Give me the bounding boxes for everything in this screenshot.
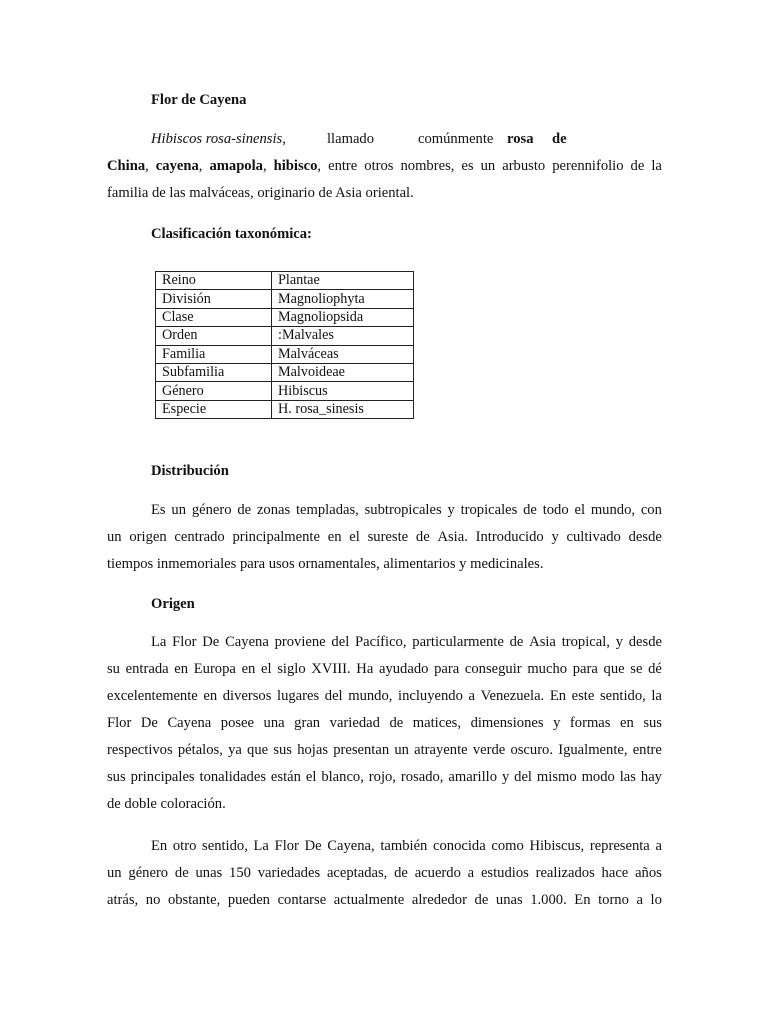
taxonomy-value: :Malvales <box>272 327 414 345</box>
intro-word <box>274 158 321 175</box>
text-line: respectivos pétalos, ya que sus hojas presentan un atrayente verde oscuro. Igualmente, entre <box>107 742 662 758</box>
taxonomy-value: Magnoliopsida <box>272 308 414 326</box>
taxonomy-value: H. rosa_sinesis <box>272 400 414 418</box>
intro-text: , <box>198 158 203 174</box>
distribution-heading: Distribución <box>151 463 229 479</box>
intro-word <box>156 158 203 175</box>
taxonomy-row <box>156 308 414 326</box>
intro-word <box>461 158 473 175</box>
taxonomy-row <box>156 345 414 363</box>
taxonomy-row <box>156 272 414 290</box>
text-line: atrás, no obstante, pueden contarse actualmente alrededor de unas 1.000. En torno a lo <box>107 892 662 908</box>
taxonomy-row <box>156 290 414 308</box>
intro-text: , <box>145 158 149 174</box>
text-line: su entrada en Europa en el siglo XVIII. Ha ayudado para conseguir mucho para que se dé <box>107 661 662 677</box>
taxonomy-rank: Especie <box>156 400 272 418</box>
origin-heading: Origen <box>151 596 195 612</box>
intro-text: es <box>461 158 474 174</box>
intro-line-2 <box>107 158 662 175</box>
intro-text: , <box>262 158 267 174</box>
taxonomy-value: Magnoliophyta <box>272 290 414 308</box>
taxonomy-table <box>155 271 414 419</box>
intro-word <box>209 158 266 175</box>
word-commonly: comúnmente <box>418 131 494 147</box>
taxonomy-value: Malvoideae <box>272 363 414 381</box>
text-line: de doble coloración. <box>107 796 226 812</box>
intro-text: un <box>480 158 496 174</box>
word-rosa: rosa <box>507 131 534 147</box>
taxonomy-rank: Subfamilia <box>156 363 272 381</box>
intro-text: entre <box>328 158 358 174</box>
intro-line-3: familia de las malváceas, originario de Asia oriental. <box>107 185 414 201</box>
text-line: un género de unas 150 variedades aceptadas, de acuerdo a estudios realizados hace años <box>107 865 662 881</box>
taxonomy-rank: División <box>156 290 272 308</box>
intro-text: , <box>317 158 322 174</box>
taxonomy-value: Malváceas <box>272 345 414 363</box>
text-line: tiempos inmemoriales para usos ornamentales, alimentarios y medicinales. <box>107 556 544 572</box>
intro-text: de <box>630 158 645 174</box>
intro-word <box>651 158 662 175</box>
taxonomy-row <box>156 400 414 418</box>
intro-line-1: Hibiscos rosa-sinensis, llamado comúnmente rosa de <box>151 131 567 147</box>
intro-word <box>364 158 393 175</box>
intro-text: otros <box>364 158 394 174</box>
taxonomy-rank: Reino <box>156 272 272 290</box>
taxonomy-heading: Clasificación taxonómica: <box>151 226 312 242</box>
taxonomy-row <box>156 363 414 381</box>
taxonomy-rank: Clase <box>156 308 272 326</box>
text-line: En otro sentido, La Flor De Cayena, también conocida como Hibiscus, representa a <box>151 838 662 854</box>
page-title: Flor de Cayena <box>151 92 247 108</box>
intro-word <box>107 158 149 175</box>
intro-word <box>481 158 496 175</box>
species-name: Hibiscos rosa-sinensis <box>151 131 283 147</box>
intro-text: nombres, <box>400 158 455 174</box>
intro-text: la <box>651 158 662 174</box>
word-de: de <box>552 131 567 147</box>
intro-text: arbusto <box>502 158 546 174</box>
word-called: llamado <box>327 131 375 147</box>
bold-name: hibisco <box>273 158 318 174</box>
intro-word <box>502 158 545 175</box>
bold-name: China <box>107 158 146 174</box>
intro-word <box>552 158 623 175</box>
intro-word <box>400 158 454 175</box>
taxonomy-row <box>156 382 414 400</box>
text-line: Flor De Cayena posee una gran variedad de matices, dimensiones y formas en sus <box>107 715 662 731</box>
intro-word <box>631 158 645 175</box>
intro-word <box>328 158 357 175</box>
taxonomy-rank: Género <box>156 382 272 400</box>
taxonomy-row <box>156 327 414 345</box>
text-line: un origen centrado principalmente en el sureste de Asia. Introducido y cultivado desde <box>107 529 662 545</box>
taxonomy-rank: Orden <box>156 327 272 345</box>
taxonomy-rank: Familia <box>156 345 272 363</box>
text-line: excelentemente en diversos lugares del mundo, incluyendo a Venezuela. En este sentido, la <box>107 688 662 704</box>
bold-name: cayena <box>155 158 199 174</box>
bold-name: amapola <box>209 158 263 174</box>
intro-text: perennifolio <box>552 158 624 174</box>
text-line: Es un género de zonas templadas, subtropicales y tropicales de todo el mundo, con <box>151 502 662 518</box>
taxonomy-value: Hibiscus <box>272 382 414 400</box>
taxonomy-value: Plantae <box>272 272 414 290</box>
text-line: sus principales tonalidades están el blanco, rojo, rosado, amarillo y del mismo modo las hay <box>107 769 662 785</box>
text-line: La Flor De Cayena proviene del Pacífico, particularmente de Asia tropical, y desde <box>151 634 662 650</box>
